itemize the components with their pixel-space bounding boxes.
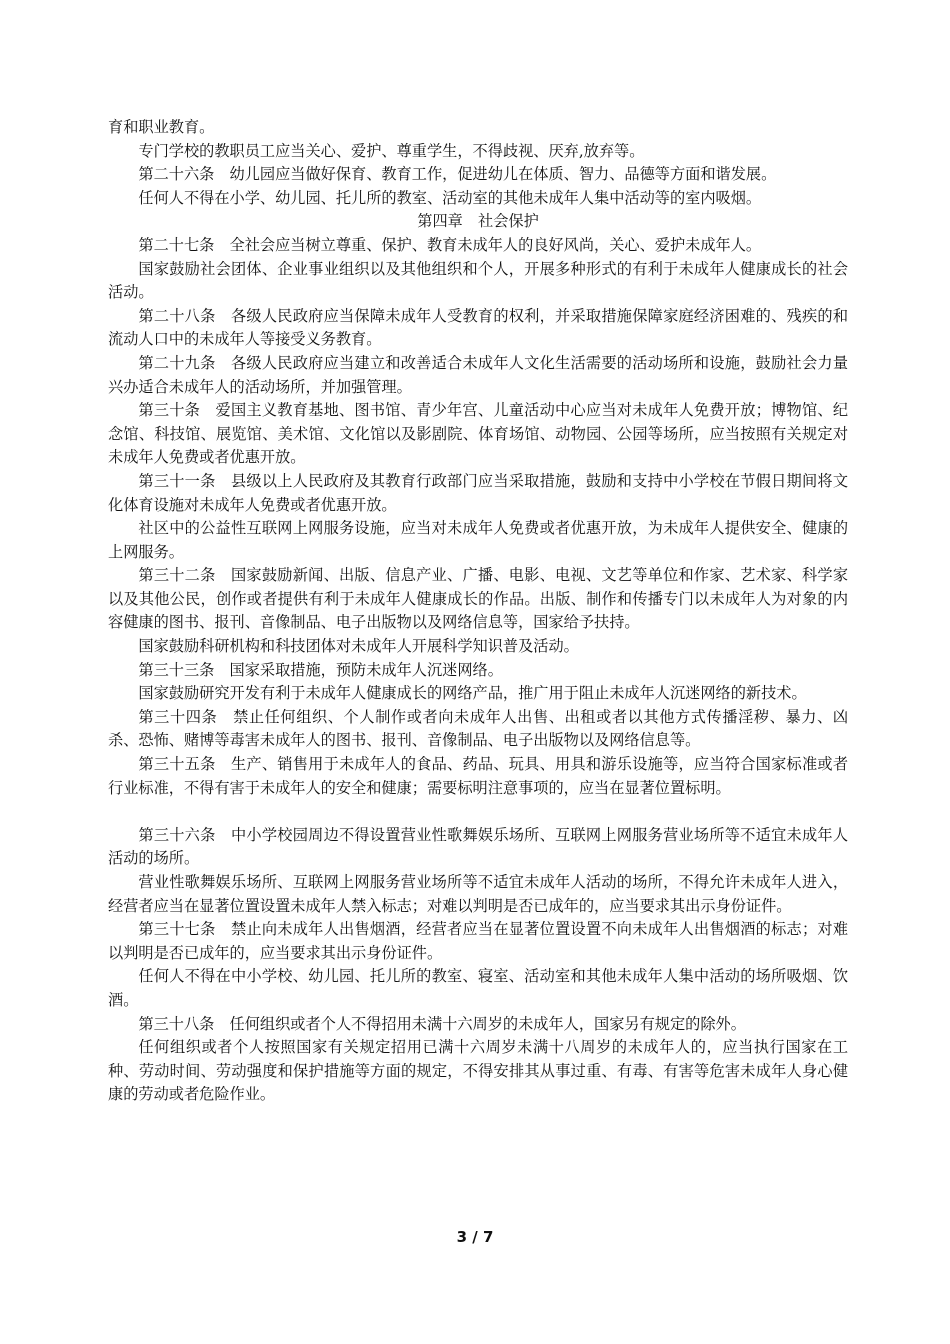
article-31: 第三十一条 县级以上人民政府及其教育行政部门应当采取措施，鼓励和支持中小学校在节假日期间将文化体育设施对未成年人免费或者优惠开放。	[108, 471, 848, 514]
article-34: 第三十四条 禁止任何组织、个人制作或者向未成年人出售、出租或者以其他方式传播淫秽、暴力、凶杀、恐怖、赌博等毒害未成年人的图书、报刊、音像制品、电子出版物以及网络信息等。	[108, 707, 848, 750]
article-36: 第三十六条 中小学校园周边不得设置营业性歌舞娱乐场所、互联网上网服务营业场所等不适宜未成年人活动的场所。	[108, 825, 848, 868]
article-30: 第三十条 爱国主义教育基地、图书馆、青少年宫、儿童活动中心应当对未成年人免费开放；博物馆、纪念馆、科技馆、展览馆、美术馆、文化馆以及影剧院、体育场馆、动物园、公园等场所，应当按照有关规定对未成年人免费或者优惠开放。	[108, 401, 848, 467]
article-33: 第三十三条 国家采取措施，预防未成年人沉迷网络。	[138, 660, 503, 679]
article-28: 第二十八条 各级人民政府应当保障未成年人受教育的权利，并采取措施保障家庭经济困难的、残疾的和流动人口中的未成年人等接受义务教育。	[108, 306, 848, 349]
paragraph: 任何人不得在中小学校、幼儿园、托儿所的教室、寝室、活动室和其他未成年人集中活动的场所吸烟、饮酒。	[108, 967, 848, 1009]
paragraph: 社区中的公益性互联网上网服务设施，应当对未成年人免费或者优惠开放，为未成年人提供安全、健康的上网服务。	[108, 519, 848, 561]
paragraph: 营业性歌舞娱乐场所、互联网上网服务营业场所等不适宜未成年人活动的场所，不得允许未成年人进入，经营者应当在显著位置设置未成年人禁入标志；对难以判明是否已成年的，应当要求其出示身份证件。	[108, 873, 848, 915]
paragraph: 任何人不得在小学、幼儿园、托儿所的教室、活动室的其他未成年人集中活动等的室内吸烟。	[138, 188, 762, 207]
article-37: 第三十七条 禁止向未成年人出售烟酒，经营者应当在显著位置设置不向未成年人出售烟酒的标志；对难以判明是否已成年的，应当要求其出示身份证件。	[108, 920, 848, 962]
document-body	[108, 116, 848, 1107]
paragraph: 国家鼓励社会团体、企业事业组织以及其他组织和个人，开展多种形式的有利于未成年人健康成长的社会活动。	[108, 259, 848, 302]
article-26: 第二十六条 幼儿园应当做好保育、教育工作，促进幼儿在体质、智力、品德等方面和谐发展。	[138, 165, 777, 184]
article-29: 第二十九条 各级人民政府应当建立和改善适合未成年人文化生活需要的活动场所和设施，鼓励社会力量兴办适合未成年人的活动场所，并加强管理。	[108, 353, 848, 396]
paragraph: 国家鼓励研究开发有利于未成年人健康成长的网络产品，推广用于阻止未成年人沉迷网络的新技术。	[138, 684, 807, 703]
paragraph-continuation: 育和职业教育。	[108, 118, 215, 136]
article-27: 第二十七条 全社会应当树立尊重、保护、教育未成年人的良好风尚，关心、爱护未成年人。	[138, 235, 762, 254]
paragraph: 任何组织或者个人按照国家有关规定招用已满十六周岁未满十八周岁的未成年人的，应当执行国家在工种、劳动时间、劳动强度和保护措施等方面的规定，不得安排其从事过重、有毒、有害等危害未成年人身心健康的劳动或者危险作业。	[108, 1038, 848, 1104]
article-32: 第三十二条 国家鼓励新闻、出版、信息产业、广播、电影、电视、文艺等单位和作家、艺术家、科学家以及其他公民，创作或者提供有利于未成年人健康成长的作品。出版、制作和传播专门以未成年人为对象的内容健康的图书、报刊、音像制品、电子出版物以及网络信息等，国家给予扶持。	[108, 566, 848, 632]
article-35: 第三十五条 生产、销售用于未成年人的食品、药品、玩具、用具和游乐设施等，应当符合国家标准或者行业标准，不得有害于未成年人的安全和健康；需要标明注意事项的，应当在显著位置标明。	[108, 755, 848, 797]
paragraph: 国家鼓励科研机构和科技团体对未成年人开展科学知识普及活动。	[138, 637, 579, 656]
article-38: 第三十八条 任何组织或者个人不得招用未满十六周岁的未成年人，国家另有规定的除外。	[138, 1014, 746, 1033]
page-number: 3 / 7	[456, 1228, 494, 1246]
chapter-heading: 第四章 社会保护	[417, 212, 539, 231]
paragraph: 专门学校的教职员工应当关心、爱护、尊重学生，不得歧视、厌弃,放弃等。	[138, 141, 645, 160]
